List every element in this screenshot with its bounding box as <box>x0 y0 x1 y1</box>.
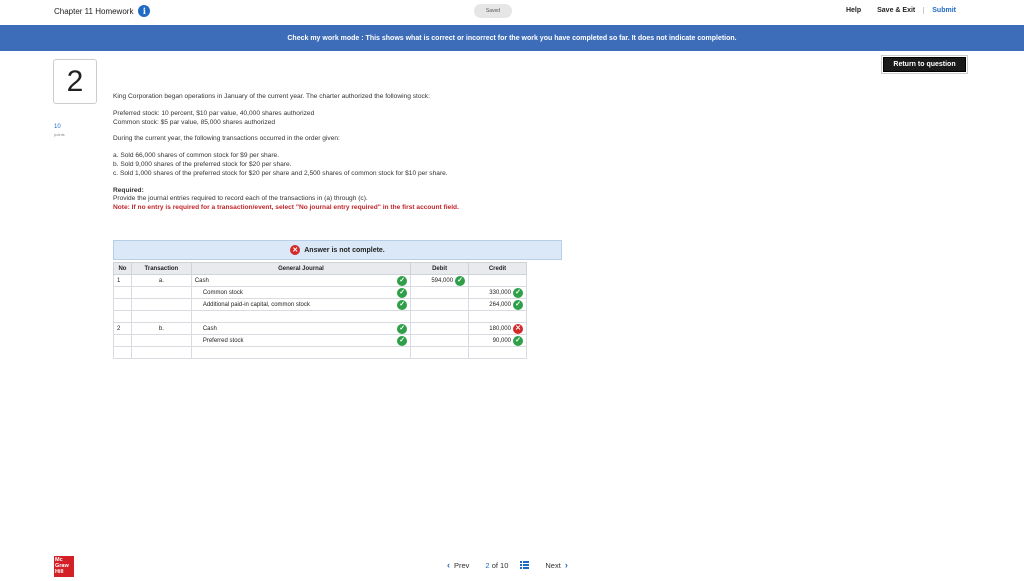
chapter-title-text: Chapter 11 Homework <box>54 6 134 16</box>
transaction-label: a. <box>158 277 164 284</box>
help-link[interactable]: Help <box>845 7 862 14</box>
correct-icon: ✓ <box>397 324 407 334</box>
points-indicator <box>54 123 65 139</box>
transaction-cell <box>131 275 191 287</box>
of-label: of <box>491 560 498 570</box>
entry-number-cell <box>114 311 132 323</box>
correct-icon: ✓ <box>397 288 407 298</box>
logo-line: Hill <box>55 569 64 575</box>
account-name: Cash <box>202 325 217 332</box>
points-label: points <box>54 132 65 137</box>
journal-row <box>114 323 527 335</box>
chevron-left-icon: ‹ <box>447 560 450 570</box>
debit-amount: 594,000 <box>431 277 454 284</box>
account-name: Common stock <box>202 289 243 296</box>
transaction-item: a. Sold 66,000 shares of common stock for $9 per share. <box>113 152 280 160</box>
entry-number: 1 <box>117 277 121 284</box>
question-grid-icon[interactable] <box>520 561 529 569</box>
account-cell[interactable] <box>191 275 410 287</box>
correct-icon: ✓ <box>397 276 407 286</box>
debit-cell[interactable] <box>411 335 469 347</box>
next-button[interactable] <box>545 560 567 570</box>
logo-line: Mc <box>55 557 63 563</box>
debit-cell[interactable] <box>411 347 469 359</box>
answer-status-header <box>113 240 562 260</box>
info-icon[interactable]: i <box>138 5 150 17</box>
save-exit-link[interactable]: Save & Exit <box>869 7 924 14</box>
credit-cell[interactable] <box>469 347 527 359</box>
transaction-item: b. Sold 9,000 shares of the preferred stock for $20 per share. <box>113 160 292 168</box>
answer-status-text: Answer is not complete. <box>304 246 385 254</box>
submit-link[interactable]: Submit <box>932 7 956 14</box>
transaction-cell <box>131 323 191 335</box>
credit-cell[interactable] <box>469 335 527 347</box>
account-cell[interactable] <box>191 335 410 347</box>
account-cell[interactable] <box>191 311 410 323</box>
current-page: 2 <box>485 560 490 570</box>
account-cell[interactable] <box>191 287 410 299</box>
journal-table <box>113 262 527 359</box>
required-section <box>113 187 613 213</box>
chapter-title <box>54 5 150 17</box>
total-pages: 10 <box>500 560 509 570</box>
credit-amount: 180,000 <box>489 325 511 332</box>
correct-icon: ✓ <box>397 300 407 310</box>
stock-line: Preferred stock: 10 percent, $10 par value, 40,000 shares authorized <box>113 109 315 117</box>
incorrect-icon: ✕ <box>513 324 523 334</box>
question-number: 2 <box>53 59 97 104</box>
journal-row <box>114 335 527 347</box>
account-cell[interactable] <box>191 323 410 335</box>
account-name: Additional paid-in capital, common stock <box>202 301 310 308</box>
incorrect-icon: ✕ <box>290 245 300 255</box>
entry-number-cell <box>114 323 132 335</box>
journal-row <box>114 347 527 359</box>
credit-cell[interactable] <box>469 299 527 311</box>
stock-line: Common stock: $5 par value, 85,000 shares authorized <box>113 118 276 126</box>
required-title: Required: <box>113 186 144 194</box>
account-name: Preferred stock <box>202 337 244 344</box>
entry-number-cell <box>114 347 132 359</box>
col-transaction: Transaction <box>131 263 191 275</box>
required-note: Note: If no entry is required for a transaction/event, select "No journal entry required" in the first account field. <box>113 204 459 212</box>
credit-amount: 90,000 <box>492 337 511 344</box>
credit-cell[interactable] <box>469 275 527 287</box>
account-name: Cash <box>194 277 209 284</box>
question-pager <box>447 560 568 570</box>
entry-number-cell <box>114 299 132 311</box>
problem-statement <box>113 93 613 213</box>
correct-icon: ✓ <box>513 336 523 346</box>
credit-cell[interactable] <box>469 311 527 323</box>
journal-header-row <box>114 263 527 275</box>
transaction-cell <box>131 287 191 299</box>
correct-icon: ✓ <box>513 300 523 310</box>
col-general-journal: General Journal <box>191 263 410 275</box>
col-credit: Credit <box>469 263 527 275</box>
journal-row <box>114 311 527 323</box>
mcgraw-hill-logo <box>54 556 74 577</box>
credit-amount: 264,000 <box>489 301 511 308</box>
return-to-question-button[interactable]: Return to question <box>883 57 966 72</box>
correct-icon: ✓ <box>513 288 523 298</box>
during-text: During the current year, the following transactions occurred in the order given: <box>113 135 340 143</box>
debit-cell[interactable] <box>411 287 469 299</box>
problem-intro: King Corporation began operations in January of the current year. The charter authorized the following stock: <box>113 93 430 100</box>
transaction-label: b. <box>158 325 164 332</box>
debit-cell[interactable] <box>411 311 469 323</box>
transaction-cell <box>131 335 191 347</box>
correct-icon: ✓ <box>397 336 407 346</box>
next-label: Next <box>545 560 561 570</box>
entry-number-cell <box>114 275 132 287</box>
page-position <box>485 561 529 570</box>
transaction-cell <box>131 347 191 359</box>
journal-row <box>114 299 527 311</box>
check-work-banner: Check my work mode : This shows what is correct or incorrect for the work you have completed so far. It does not indicate completion. <box>0 25 1024 51</box>
debit-cell[interactable] <box>411 299 469 311</box>
credit-cell[interactable] <box>469 323 527 335</box>
col-debit: Debit <box>411 263 469 275</box>
entry-number-cell <box>114 287 132 299</box>
prev-label: Prev <box>454 560 470 570</box>
journal-row <box>114 287 527 299</box>
account-cell[interactable] <box>191 299 410 311</box>
prev-button[interactable] <box>447 560 469 570</box>
transaction-cell <box>131 311 191 323</box>
credit-cell[interactable] <box>469 287 527 299</box>
correct-icon: ✓ <box>455 276 465 286</box>
journal-row <box>114 275 527 287</box>
points-value: 10 <box>54 124 61 130</box>
chevron-right-icon: › <box>564 560 568 570</box>
transaction-cell <box>131 299 191 311</box>
entry-number: 2 <box>117 325 121 332</box>
transaction-item: c. Sold 1,000 shares of the preferred stock for $20 per share and 2,500 shares of common stock for $10 per share. <box>113 169 448 177</box>
account-cell[interactable] <box>191 347 410 359</box>
logo-line: Graw <box>55 563 69 569</box>
debit-cell[interactable] <box>411 323 469 335</box>
col-no: No <box>114 263 132 275</box>
entry-number-cell <box>114 335 132 347</box>
saved-status-pill: Saved <box>474 4 512 18</box>
top-bar <box>0 0 1024 25</box>
top-links <box>838 7 964 14</box>
credit-amount: 330,000 <box>489 289 511 296</box>
debit-cell[interactable] <box>411 275 469 287</box>
required-text: Provide the journal entries required to record each of the transactions in (a) through (c). <box>113 195 368 203</box>
